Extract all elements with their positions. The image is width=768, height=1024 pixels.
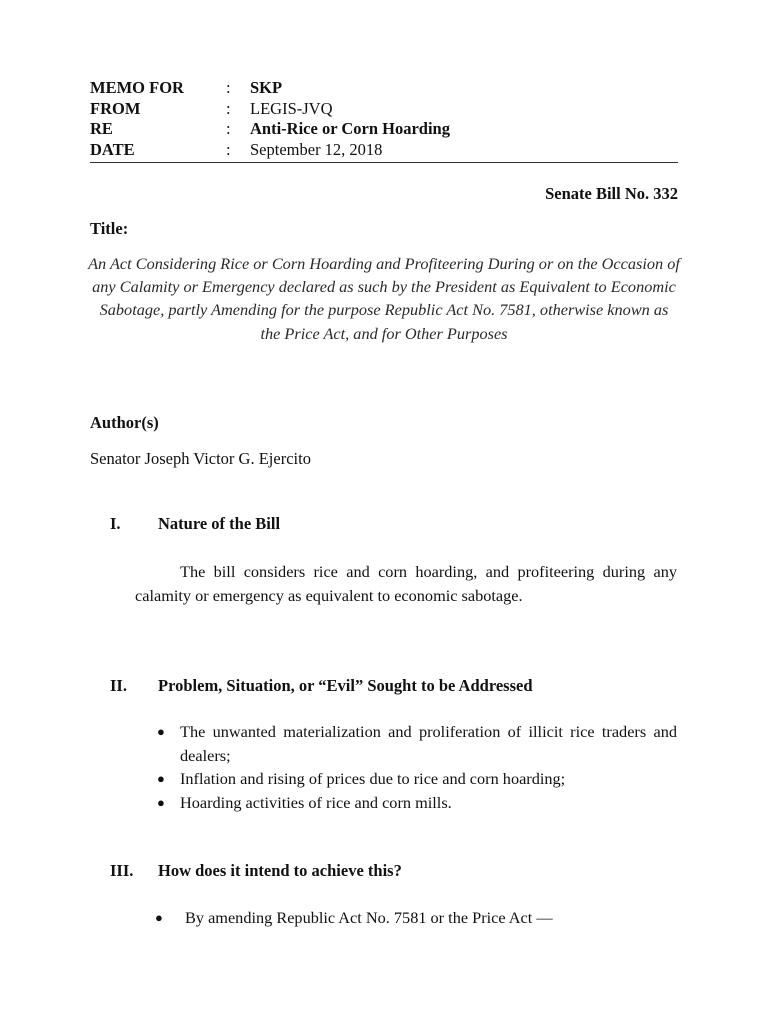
list-item-text: The unwanted materialization and proliferation of illicit rice traders and dealers;: [180, 722, 677, 765]
memo-key-date: DATE: [90, 139, 135, 159]
bullet-icon: ●: [155, 910, 163, 925]
section-1-paragraph: The bill considers rice and corn hoarding, and profiteering during any calamity or emergency as equivalent to economic sabotage.: [135, 562, 677, 605]
memo-value-re: Anti-Rice or Corn Hoarding: [250, 119, 450, 138]
section-heading-3: [110, 861, 402, 881]
section-title: Nature of the Bill: [158, 514, 281, 533]
section-heading-2: [110, 676, 533, 696]
section-number: II.: [110, 676, 127, 695]
list-item: [157, 767, 677, 791]
memo-row-from: [90, 99, 678, 120]
memo-row-date: [90, 140, 678, 161]
memo-key-from: FROM: [90, 98, 141, 118]
bullet-icon: ●: [157, 794, 165, 810]
list-item: [157, 791, 677, 815]
list-item-text: Inflation and rising of prices due to rice and corn hoarding;: [180, 769, 566, 788]
memo-value-for: SKP: [250, 78, 283, 97]
list-item-text: By amending Republic Act No. 7581 or the Price Act —: [185, 908, 553, 927]
memo-row-re: [90, 119, 678, 140]
bullet-icon: ●: [157, 771, 165, 786]
section-2-bullet-list: [157, 720, 677, 814]
bill-number: Senate Bill No. 332: [545, 184, 678, 203]
list-item-text: Hoarding activities of rice and corn mills.: [180, 792, 452, 812]
memo-colon: :: [226, 98, 231, 118]
bill-title: An Act Considering Rice or Corn Hoarding and Profiteering During or on the Occasion of any Calamity or Emergency declared as such by the President as Equivalent to Economic Sabotage, partly Amending for the purpose Republic Act No. 7581, otherwise known as the Price Act, and for Other Purposes: [88, 254, 680, 343]
memo-colon: :: [226, 119, 231, 138]
memo-colon: :: [226, 78, 231, 97]
memo-value-date: September 12, 2018: [250, 139, 383, 159]
section-number: III.: [110, 861, 134, 880]
section-number: I.: [110, 514, 121, 533]
memo-colon: :: [226, 139, 231, 159]
section-heading-1: [110, 514, 280, 534]
header-divider: [90, 162, 678, 163]
author-label: Author(s): [90, 413, 159, 432]
author-name: Senator Joseph Victor G. Ejercito: [90, 449, 311, 468]
memo-key-re: RE: [90, 119, 113, 138]
memo-row-for: [90, 78, 678, 99]
section-3-bullet-list: [155, 906, 675, 930]
section-title: How does it intend to achieve this?: [158, 861, 402, 880]
memo-header: [90, 78, 678, 160]
memo-value-from: LEGIS-JVQ: [250, 98, 333, 118]
memo-key-for: MEMO FOR: [90, 78, 184, 97]
list-item: [155, 906, 675, 930]
bullet-icon: ●: [157, 724, 165, 739]
section-title: Problem, Situation, or “Evil” Sought to be Addressed: [158, 676, 533, 695]
title-label: Title:: [90, 219, 129, 238]
list-item: [157, 720, 677, 767]
